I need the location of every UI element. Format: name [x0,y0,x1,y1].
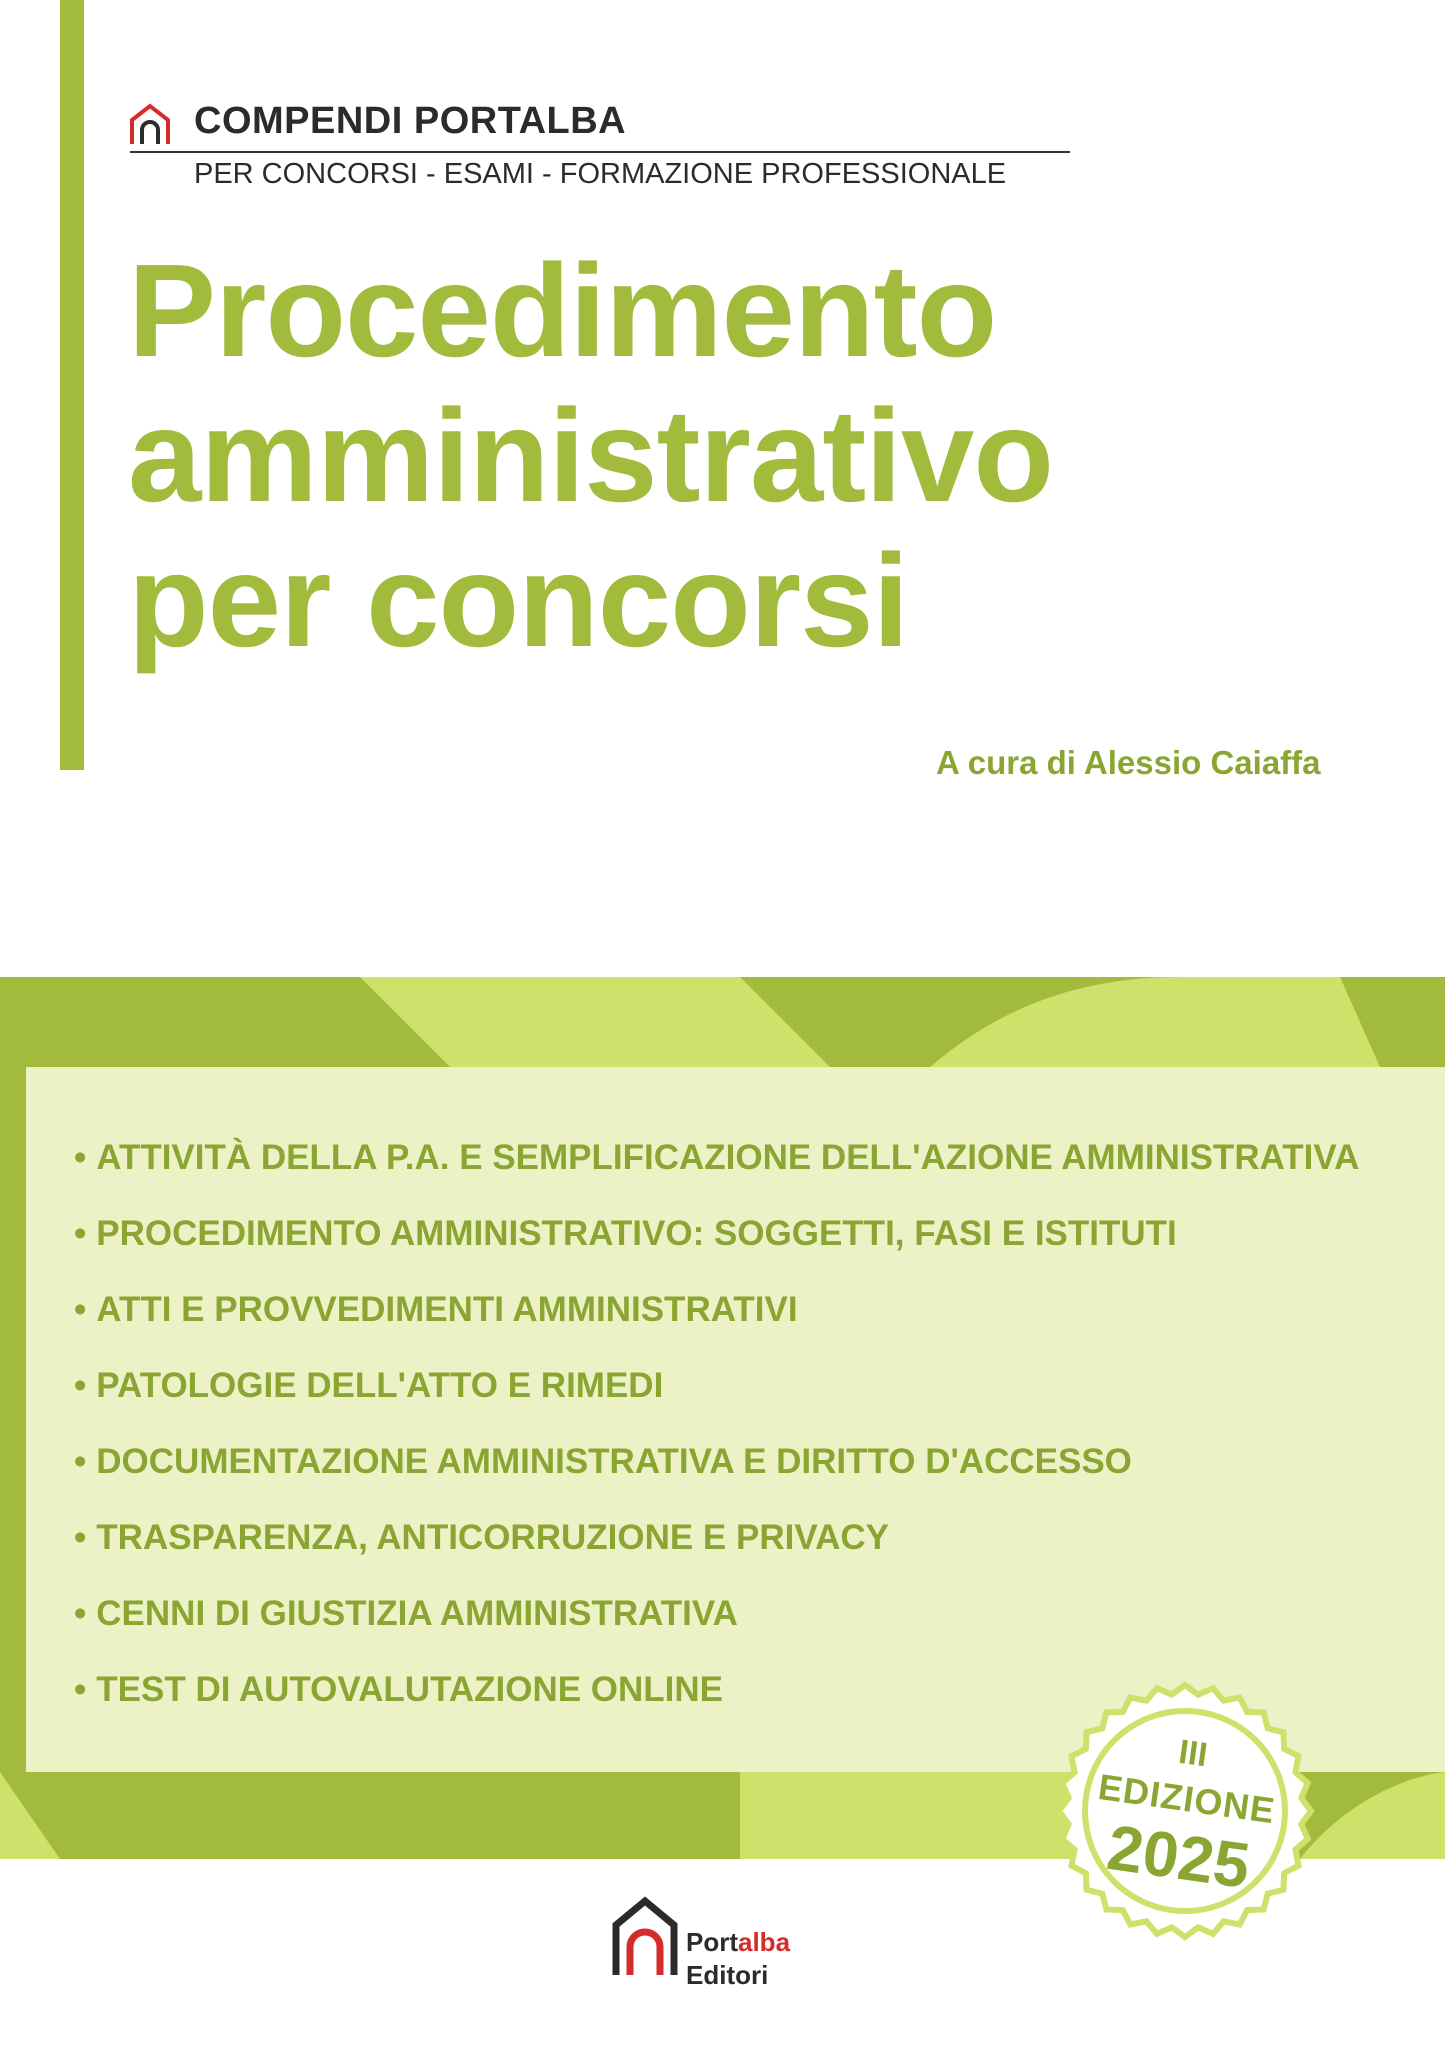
house-arch-icon [128,102,172,146]
book-title [128,238,1053,673]
book-title-line-1: Procedimento [128,237,997,384]
topic-label: ATTIVITÀ DELLA P.A. E SEMPLIFICAZIONE DELL'AZIONE AMMINISTRATIVA [96,1138,1360,1177]
book-title-line-2: amministrativo [128,382,1053,529]
topic-label: PROCEDIMENTO AMMINISTRATIVO: SOGGETTI, FASI E ISTITUTI [96,1214,1177,1253]
edition-number: III [1176,1732,1210,1775]
edition-year: 2025 [1103,1810,1255,1903]
series-subtitle: PER CONCORSI - ESAMI - FORMAZIONE PROFESSIONALE [194,158,1007,190]
bullet: • [74,1214,87,1253]
topic-label: TEST DI AUTOVALUTAZIONE ONLINE [96,1670,724,1709]
bullet: • [74,1518,87,1557]
list-item [74,1508,1359,1584]
house-arch-icon [610,1895,680,1977]
topic-label: TRASPARENZA, ANTICORRUZIONE E PRIVACY [96,1518,889,1557]
topic-label: DOCUMENTAZIONE AMMINISTRATIVA E DIRITTO D'ACCESSO [96,1442,1132,1481]
bullet: • [74,1366,87,1405]
topic-label: CENNI DI GIUSTIZIA AMMINISTRATIVA [96,1594,738,1633]
edition-label: EDIZIONE [1095,1765,1278,1832]
book-title-line-3: per concorsi [128,527,909,674]
list-item [74,1280,1359,1356]
list-item [74,1432,1359,1508]
bullet: • [74,1442,87,1481]
list-item [74,1356,1359,1432]
publisher-name [686,1928,790,1989]
publisher-name-part2: alba [738,1927,791,1957]
left-accent-bar [60,0,84,770]
series-name: COMPENDI PORTALBA [194,100,627,142]
publisher-name-part1: Port [686,1927,738,1957]
topic-label: PATOLOGIE DELL'ATTO E RIMEDI [96,1366,664,1405]
series-divider [130,151,1070,153]
bullet: • [74,1594,87,1633]
edition-seal [1037,1663,1333,1959]
list-item [74,1204,1359,1280]
publisher-name-line2: Editori [686,1960,769,1990]
bullet: • [74,1138,87,1177]
list-item [74,1128,1359,1204]
list-item [74,1584,1359,1660]
topic-label: ATTI E PROVVEDIMENTI AMMINISTRATIVI [96,1290,798,1329]
bullet: • [74,1290,87,1329]
author-credit: A cura di Alessio Caiaffa [936,744,1321,781]
bullet: • [74,1670,87,1709]
topics-list [74,1128,1359,1736]
